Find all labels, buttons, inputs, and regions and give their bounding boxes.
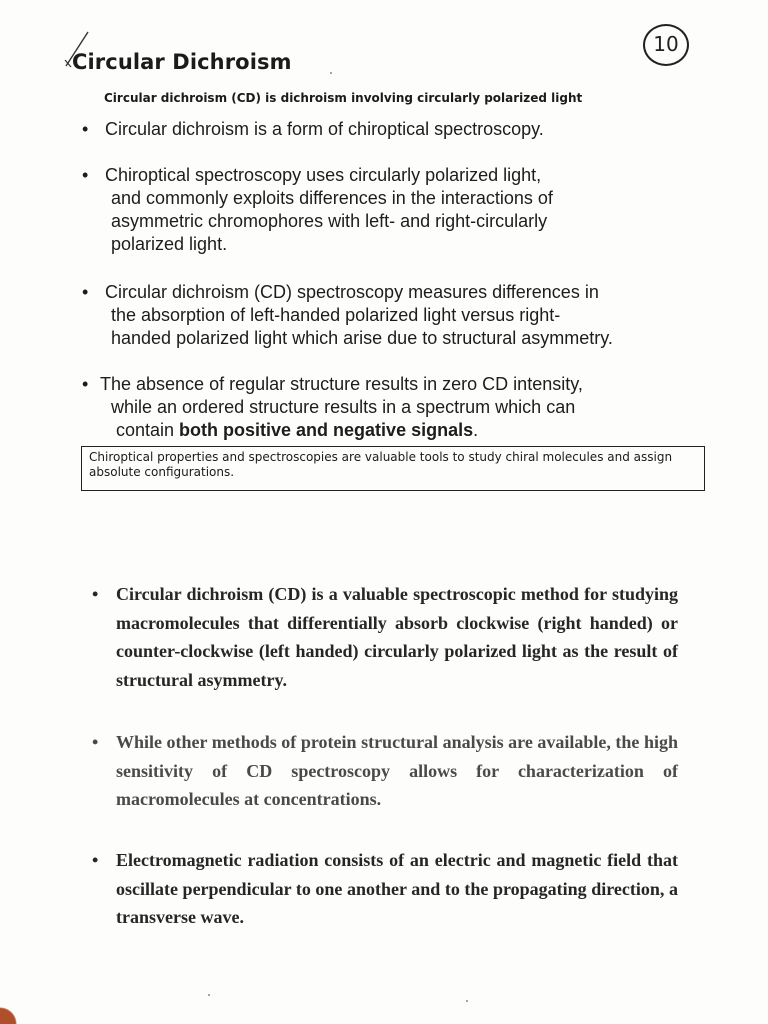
bullet-text-line: the absorption of left-handed polarized light versus right- [111,305,561,325]
bullet-text-line: and commonly exploits differences in the interactions of [111,188,553,208]
bullet-text-line [100,419,583,442]
bullet-text-line: The absence of regular structure results in zero CD intensity, [100,374,583,394]
note-box: Chiroptical properties and spectroscopies are valuable tools to study chiral molecules and assign absolute configurations. [81,446,705,491]
scan-speck [208,994,210,996]
bullet-text-segment: contain [116,420,180,440]
bullet-item [82,118,544,141]
bullet-text-line: asymmetric chromophores with left- and right-circularly [111,211,548,231]
bullet-item [82,281,613,350]
bullet-text-segment: . [473,420,479,440]
bullet-text-line: handed polarized light which arise due to structural asymmetry. [111,328,613,348]
bullet-icon: • [82,165,89,185]
bullet-text: While other methods of protein structural analysis are available, the high sensitivity of CD spectroscopy allows for characterization of macromolecules at concentrations. [116,732,678,809]
bullet-icon: • [82,119,89,139]
bullet-icon: • [82,282,89,302]
page-title: Circular Dichroism [72,50,292,74]
bullet-text-line: while an ordered structure results in a spectrum which can [111,397,576,417]
bullet-text: Electromagnetic radiation consists of an electric and magnetic field that oscillate perpendicular to one another and to the propagating direction, a transverse wave. [116,850,678,927]
bullet-icon: • [92,732,99,752]
page-subtitle: Circular dichroism (CD) is dichroism involving circularly polarized light [104,91,583,105]
bullet-text-line: Circular dichroism is a form of chiroptical spectroscopy. [105,119,544,139]
bullet-item [92,580,678,694]
page-number: 10 [643,24,689,66]
bullet-icon: • [82,374,89,394]
emphasis-text: both positive and negative signals [179,420,474,440]
bullet-item [92,728,678,814]
bullet-text: Circular dichroism (CD) is a valuable spectroscopic method for studying macromolecules that differentially absorb clockwise (right handed) or counter-clockwise (left handed) circularly polarized light as the result of structural asymmetry. [116,584,678,690]
bullet-text-line: polarized light. [111,234,228,254]
bullet-text-line: Chiroptical spectroscopy uses circularly polarized light, [105,165,542,185]
page-corner-stain [0,1004,20,1024]
scan-speck [466,1000,468,1002]
bullet-item [82,373,583,442]
bullet-icon: • [92,584,99,604]
bullet-item [92,846,678,932]
scan-speck [330,72,332,74]
bullet-icon: • [92,850,99,870]
bullet-text-line: Circular dichroism (CD) spectroscopy measures differences in [105,282,599,302]
bullet-item [82,164,553,256]
